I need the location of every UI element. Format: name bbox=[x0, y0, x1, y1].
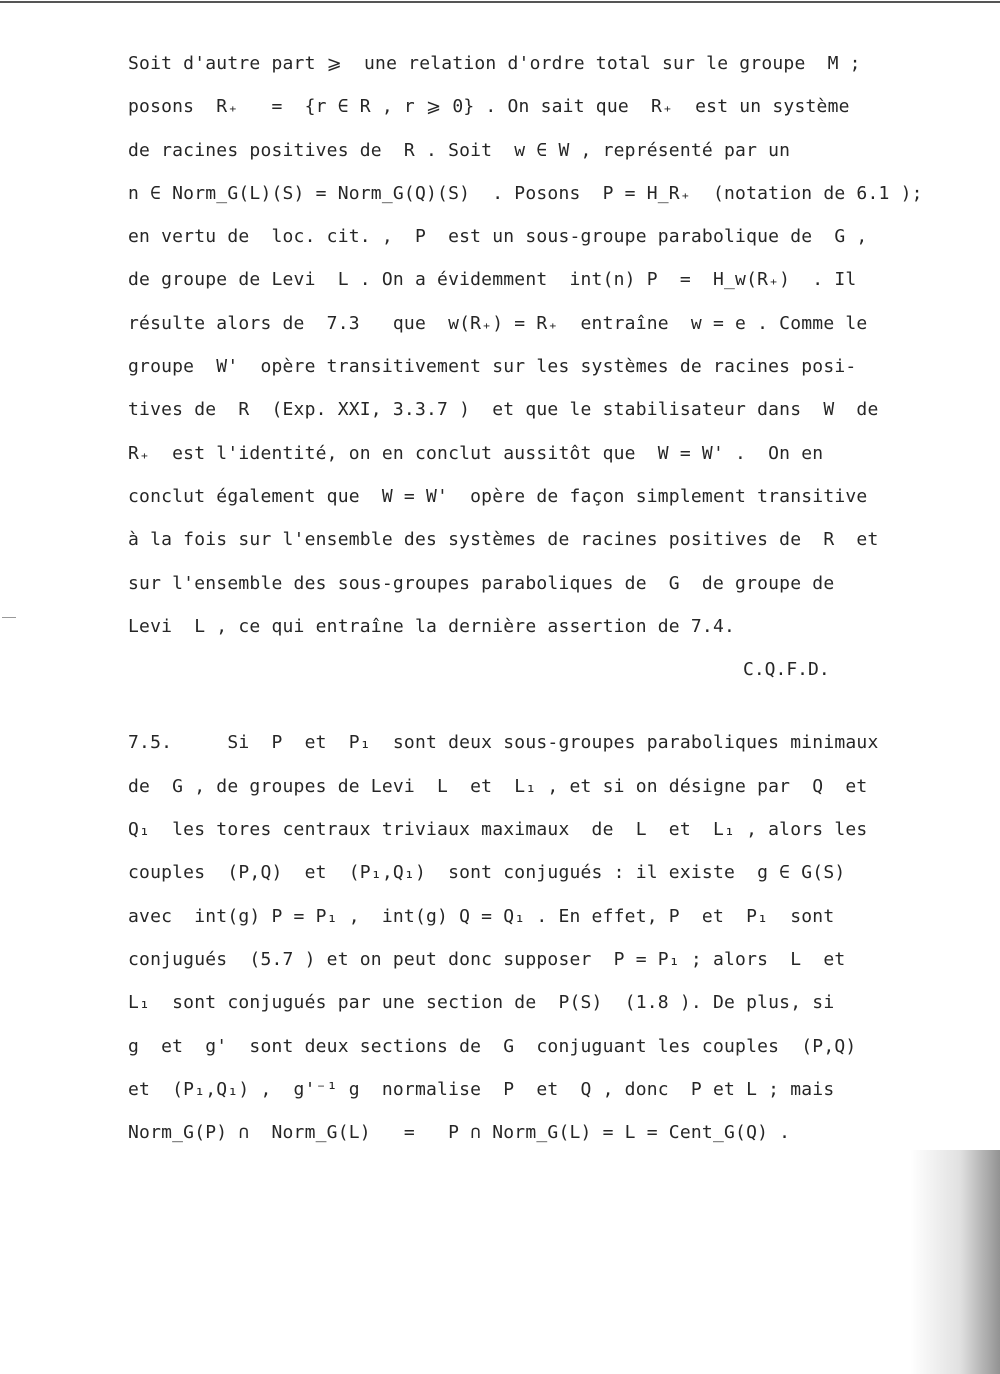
scan-top-border bbox=[0, 1, 1000, 3]
scan-shadow bbox=[910, 1150, 1000, 1374]
text-line: Soit d'autre part ⩾ une relation d'ordre total sur le groupe M ; bbox=[128, 53, 861, 74]
text-line: à la fois sur l'ensemble des systèmes de racines positives de R et bbox=[128, 529, 879, 551]
margin-mark bbox=[2, 617, 16, 618]
text-line: Q₁ les tores centraux triviaux maximaux de L et L₁ , alors les bbox=[128, 819, 868, 841]
text-line: L₁ sont conjugués par une section de P(S) (1.8 ). De plus, si bbox=[128, 992, 835, 1014]
text-line: tives de R (Exp. XXI, 3.3.7 ) et que le stabilisateur dans W de bbox=[128, 399, 879, 421]
text-line: sur l'ensemble des sous-groupes paraboliques de G de groupe de bbox=[128, 572, 835, 594]
text-line: g et g' sont deux sections de G conjuguant les couples (P,Q) bbox=[128, 1035, 857, 1057]
text-line: couples (P,Q) et (P₁,Q₁) sont conjugués : il existe g ∈ G(S) bbox=[128, 862, 846, 884]
text-line: Levi L , ce qui entraîne la dernière assertion de 7.4. bbox=[128, 615, 736, 637]
text-line: et (P₁,Q₁) , g'⁻¹ g normalise P et Q , donc P et L ; mais bbox=[128, 1078, 835, 1100]
text-line: R₊ est l'identité, on en conclut aussitôt que W = W' . On en bbox=[128, 442, 824, 464]
text-line: de groupe de Levi L . On a évidemment int(n) P = H_w(R₊) . Il bbox=[128, 269, 857, 291]
qed-mark: C.Q.F.D. bbox=[743, 659, 830, 681]
document-page bbox=[128, 42, 928, 1154]
text-line: conclut également que W = W' opère de façon simplement transitive bbox=[128, 485, 868, 507]
text-line: groupe W' opère transitivement sur les systèmes de racines posi- bbox=[128, 356, 857, 378]
text-line: Norm_G(P) ∩ Norm_G(L) = P ∩ Norm_G(L) = L = Cent_G(Q) . bbox=[128, 1122, 791, 1144]
text-line: en vertu de loc. cit. , P est un sous-groupe parabolique de G , bbox=[128, 226, 868, 248]
text-line: de racines positives de R . Soit w ∈ W , représenté par un bbox=[128, 139, 791, 161]
text-line: n ∈ Norm_G(L)(S) = Norm_G(Q)(S) . Posons P = H_R₊ (notation de 6.1 ); bbox=[128, 182, 923, 204]
paragraph-gap bbox=[128, 691, 928, 721]
text-line: avec int(g) P = P₁ , int(g) Q = Q₁ . En effet, P et P₁ sont bbox=[128, 905, 835, 927]
text-line: de G , de groupes de Levi L et L₁ , et si on désigne par Q et bbox=[128, 775, 868, 797]
text-line: 7.5. Si P et P₁ sont deux sous-groupes paraboliques minimaux bbox=[128, 732, 879, 754]
text-line: résulte alors de 7.3 que w(R₊) = R₊ entraîne w = e . Comme le bbox=[128, 312, 868, 334]
text-line: posons R₊ = {r ∈ R , r ⩾ 0} . On sait que R₊ est un système bbox=[128, 96, 850, 118]
text-line: conjugués (5.7 ) et on peut donc supposer P = P₁ ; alors L et bbox=[128, 948, 846, 970]
